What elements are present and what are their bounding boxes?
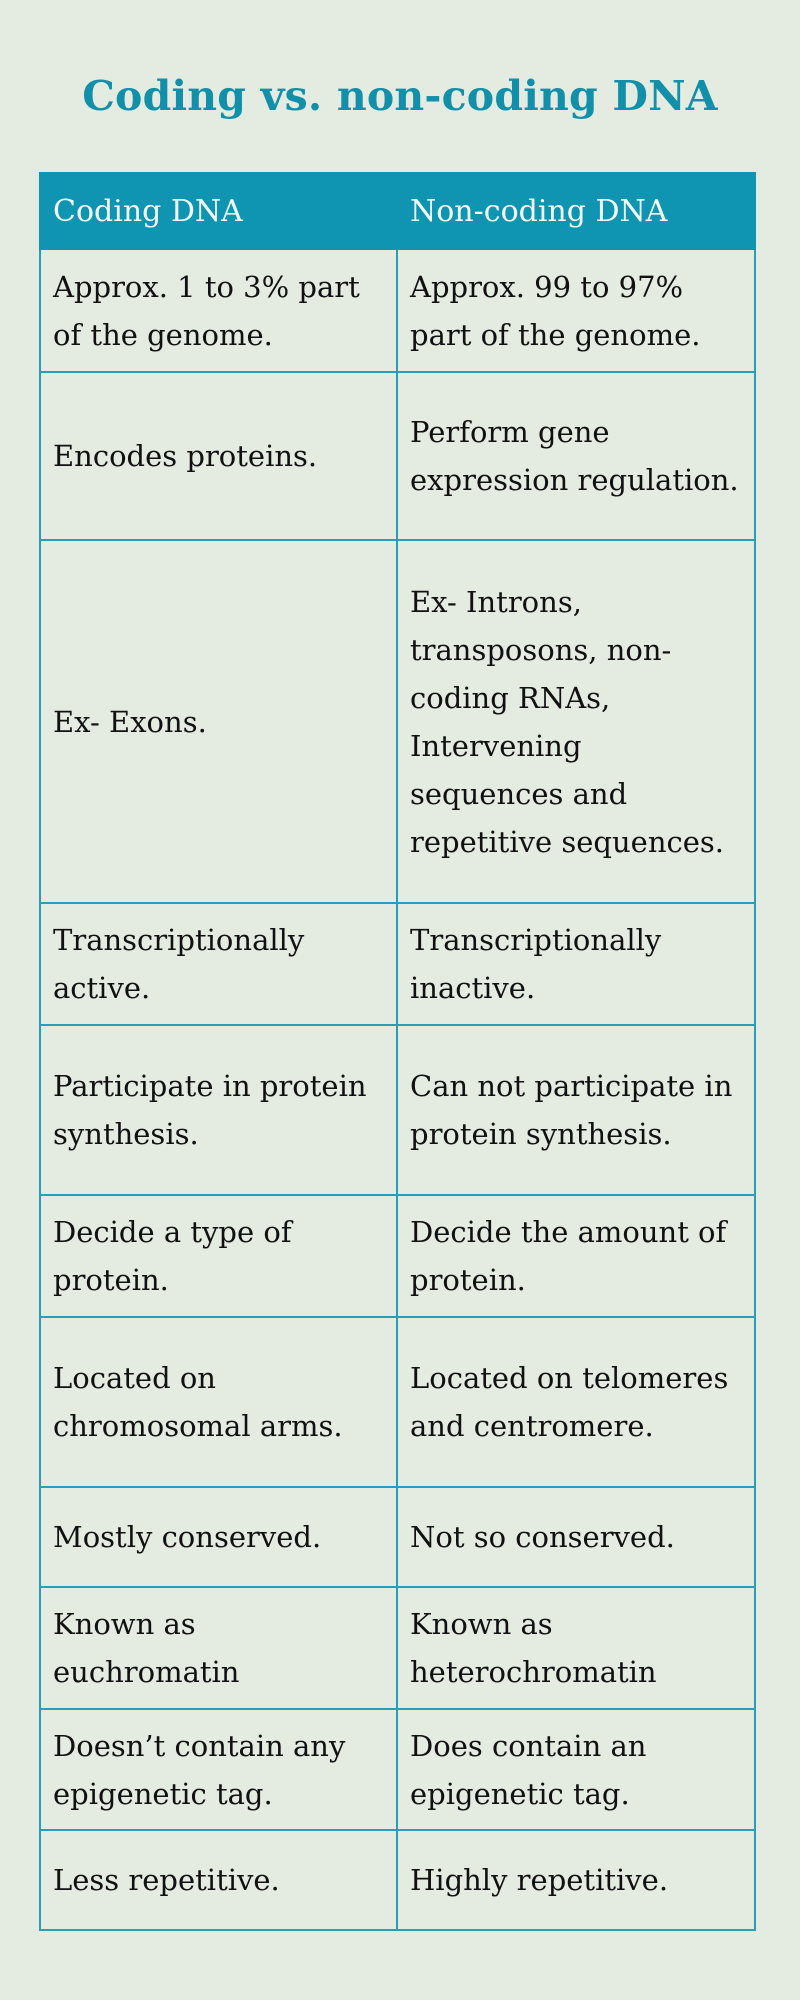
cell-noncoding: Not so conserved. bbox=[397, 1487, 755, 1587]
table-row bbox=[40, 1317, 755, 1487]
cell-coding: Decide a type of protein. bbox=[40, 1195, 397, 1317]
cell-noncoding: Transcriptionally inactive. bbox=[397, 903, 755, 1025]
cell-noncoding: Approx. 99 to 97% part of the genome. bbox=[397, 249, 755, 372]
table-header-row bbox=[40, 173, 755, 249]
cell-noncoding: Highly repetitive. bbox=[397, 1830, 755, 1930]
cell-coding: Transcriptionally active. bbox=[40, 903, 397, 1025]
cell-noncoding: Decide the amount of protein. bbox=[397, 1195, 755, 1317]
table-row bbox=[40, 1025, 755, 1195]
table-row bbox=[40, 1587, 755, 1709]
cell-noncoding: Does contain an epigenetic tag. bbox=[397, 1709, 755, 1830]
cell-coding: Mostly conserved. bbox=[40, 1487, 397, 1587]
cell-noncoding: Known as heterochromatin bbox=[397, 1587, 755, 1709]
cell-noncoding: Located on telomeres and centromere. bbox=[397, 1317, 755, 1487]
cell-coding: Encodes proteins. bbox=[40, 372, 397, 540]
table-row bbox=[40, 903, 755, 1025]
table-row bbox=[40, 540, 755, 903]
table-row bbox=[40, 1195, 755, 1317]
cell-coding: Less repetitive. bbox=[40, 1830, 397, 1930]
cell-coding: Approx. 1 to 3% part of the genome. bbox=[40, 249, 397, 372]
table-row bbox=[40, 249, 755, 372]
cell-coding: Participate in protein synthesis. bbox=[40, 1025, 397, 1195]
cell-noncoding: Perform gene expression regulation. bbox=[397, 372, 755, 540]
header-noncoding-dna: Non-coding DNA bbox=[397, 173, 755, 249]
cell-coding: Doesn’t contain any epigenetic tag. bbox=[40, 1709, 397, 1830]
cell-coding: Known as euchromatin bbox=[40, 1587, 397, 1709]
cell-coding: Ex- Exons. bbox=[40, 540, 397, 903]
cell-coding: Located on chromosomal arms. bbox=[40, 1317, 397, 1487]
table-row bbox=[40, 1709, 755, 1830]
table-row bbox=[40, 1830, 755, 1930]
table-row bbox=[40, 372, 755, 540]
cell-noncoding: Can not participate in protein synthesis. bbox=[397, 1025, 755, 1195]
page-title: Coding vs. non-coding DNA bbox=[82, 72, 718, 120]
cell-noncoding: Ex- Introns, transposons, non-coding RNAs, Intervening sequences and repetitive sequences. bbox=[397, 540, 755, 903]
table-row bbox=[40, 1487, 755, 1587]
header-coding-dna: Coding DNA bbox=[40, 173, 397, 249]
comparison-table bbox=[39, 172, 756, 1931]
